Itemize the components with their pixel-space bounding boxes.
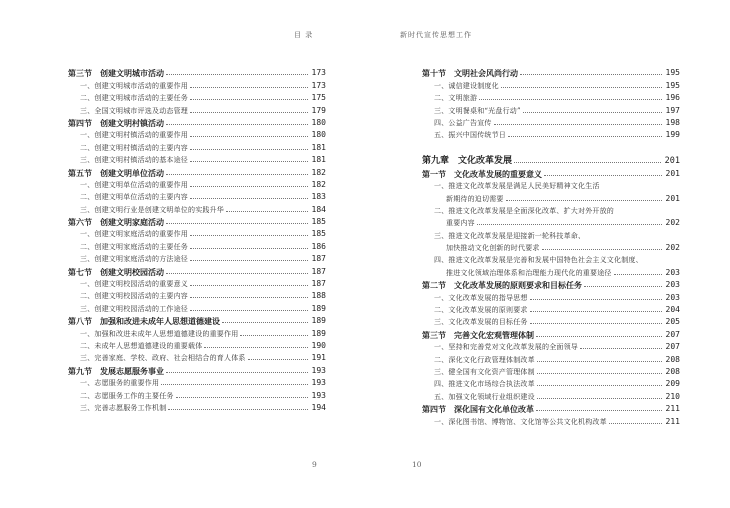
- toc-entry-page: 175: [311, 93, 326, 103]
- toc-entry-item[interactable]: [422, 116, 680, 128]
- toc-entry-section[interactable]: [422, 402, 680, 414]
- toc-entry-page: 185: [311, 229, 326, 239]
- dot-leader: [523, 112, 662, 113]
- toc-entry-page: 184: [311, 204, 326, 214]
- toc-entry-chapter[interactable]: [422, 150, 680, 166]
- toc-entry-page: 196: [665, 93, 680, 103]
- dot-leader: [530, 323, 662, 324]
- dot-leader: [609, 423, 662, 424]
- dot-leader: [204, 347, 307, 348]
- toc-entry-page: 197: [665, 105, 680, 115]
- dot-leader: [508, 136, 662, 137]
- toc-entry-label: 二、深化文化行政管理体制改革: [434, 355, 535, 364]
- toc-entry-page: 179: [311, 105, 326, 115]
- toc-entry-label: 二、志愿服务工作的主要任务: [80, 391, 174, 400]
- toc-entry-label: 三、全国文明城市评选及动态管理: [80, 106, 188, 115]
- toc-entry-section[interactable]: [422, 166, 680, 178]
- toc-entry-page: 195: [665, 68, 680, 78]
- toc-entry-page: 202: [665, 243, 680, 253]
- dot-leader: [190, 149, 308, 150]
- dot-leader: [240, 335, 307, 336]
- toc-entry-page: 193: [311, 365, 326, 375]
- toc-entry-page: 193: [311, 378, 326, 388]
- toc-entry-item[interactable]: [422, 377, 680, 389]
- toc-entry-page: 182: [311, 167, 326, 177]
- toc-entry-page: 191: [311, 353, 326, 363]
- toc-entry-item[interactable]: [68, 289, 326, 301]
- dot-leader: [537, 373, 662, 374]
- toc-entry-page: 203: [665, 280, 680, 290]
- dot-leader: [166, 372, 308, 373]
- toc-entry-page: 208: [665, 354, 680, 364]
- toc-entry-page: 201: [664, 156, 680, 167]
- toc-entry-page: 189: [311, 303, 326, 313]
- toc-entry-page: 202: [665, 218, 680, 228]
- toc-entry-label: 第三节 创建文明城市活动: [68, 68, 164, 79]
- toc-entry-section[interactable]: [68, 116, 326, 128]
- dot-leader: [477, 224, 662, 225]
- toc-list: [68, 66, 326, 413]
- toc-entry-label: 第二节 文化改革发展的原则要求和目标任务: [422, 280, 582, 291]
- toc-entry-page: 211: [665, 416, 680, 426]
- dot-leader: [190, 161, 308, 162]
- toc-entry-label: 三、创建文明村镇活动的基本途径: [80, 156, 188, 165]
- toc-entry-item[interactable]: [422, 290, 680, 302]
- dot-leader: [190, 297, 308, 298]
- toc-entry-section[interactable]: [68, 264, 326, 276]
- dot-leader: [166, 124, 308, 125]
- toc-entry-section[interactable]: [422, 278, 680, 290]
- toc-entry-page: 187: [311, 254, 326, 264]
- toc-entry-label: 三、创建文明行业是创建文明单位的实践升华: [80, 205, 224, 214]
- toc-entry-section[interactable]: [68, 165, 326, 177]
- toc-entry-item[interactable]: [422, 303, 680, 315]
- dot-leader: [580, 348, 662, 349]
- dot-leader: [226, 211, 308, 212]
- toc-entry-label: 第七节 创建文明校园活动: [68, 266, 164, 277]
- toc-entry-item[interactable]: [68, 78, 326, 90]
- dot-leader: [222, 322, 308, 323]
- toc-entry-label: 第三节 完善文化宏观管理体制: [422, 329, 534, 340]
- toc-entry-label: 一、创建文明单位活动的重要作用: [80, 180, 188, 189]
- toc-entry-page: 183: [311, 192, 326, 202]
- toc-entry-label: 一、诚信建设制度化: [434, 81, 499, 90]
- toc-entry-page: 173: [311, 80, 326, 90]
- toc-entry-page: 203: [665, 267, 680, 277]
- dot-leader: [161, 384, 307, 385]
- toc-entry-label: 一、文化改革发展的指导思想: [434, 293, 528, 302]
- dot-leader: [501, 87, 662, 88]
- toc-entry-label: 第四节 创建文明村镇活动: [68, 117, 164, 128]
- toc-entry-item[interactable]: [68, 178, 326, 190]
- toc-entry-item[interactable]: [68, 239, 326, 251]
- toc-entry-section[interactable]: [68, 363, 326, 375]
- dot-leader: [514, 162, 661, 163]
- toc-entry-item[interactable]: [422, 78, 680, 90]
- dot-leader: [190, 198, 308, 199]
- dot-leader: [190, 186, 308, 187]
- toc-entry-label: 五、振兴中国传统节日: [434, 131, 506, 140]
- toc-entry-label: 二、未成年人思想道德建设的重要载体: [80, 341, 203, 350]
- page-number: 10: [412, 460, 422, 469]
- dot-leader: [190, 248, 308, 249]
- toc-entry-label: 第五节 创建文明单位活动: [68, 167, 164, 178]
- toc-entry-page: 204: [665, 305, 680, 315]
- toc-entry-item[interactable]: [422, 128, 680, 140]
- toc-entry-page: 210: [665, 391, 680, 401]
- toc-entry-item[interactable]: [68, 339, 326, 351]
- toc-entry-item[interactable]: [422, 389, 680, 401]
- toc-entry-page: 203: [665, 292, 680, 302]
- toc-entry-label: 一、加强和改进未成年人思想道德建设的重要作用: [80, 329, 239, 338]
- toc-entry-page: 207: [665, 342, 680, 352]
- toc-entry-label: 一、创建文明村镇活动的重要作用: [80, 131, 188, 140]
- dot-leader: [584, 286, 662, 287]
- toc-entry-page: 201: [665, 193, 680, 203]
- toc-entry-page: 181: [311, 155, 326, 165]
- toc-entry-item[interactable]: [68, 91, 326, 103]
- toc-entry-item[interactable]: [422, 103, 680, 115]
- toc-entry-label: 第九节 发展志愿服务事业: [68, 365, 164, 376]
- toc-entry-page: 185: [311, 217, 326, 227]
- toc-entry-section[interactable]: [68, 314, 326, 326]
- toc-entry-label: 一、创建文明家庭活动的重要作用: [80, 230, 188, 239]
- toc-entry-item[interactable]: [68, 351, 326, 363]
- dot-leader: [166, 273, 308, 274]
- toc-entry-item[interactable]: [68, 227, 326, 239]
- toc-entry-item[interactable]: [422, 365, 680, 377]
- dot-leader: [248, 359, 308, 360]
- toc-entry-label: 三、文明餐桌和“光盘行动”: [434, 106, 521, 115]
- dot-leader: [190, 136, 308, 137]
- toc-entry-item[interactable]: [68, 401, 326, 413]
- dot-leader: [537, 361, 662, 362]
- toc-entry-section[interactable]: [422, 66, 680, 78]
- toc-entry-page: 198: [665, 117, 680, 127]
- dot-leader: [530, 299, 662, 300]
- dot-leader: [176, 397, 308, 398]
- toc-entry-label: 二、创建文明单位活动的主要内容: [80, 193, 188, 202]
- dot-leader: [190, 260, 308, 261]
- toc-entry-item-nopage[interactable]: [422, 204, 680, 216]
- dot-leader: [166, 74, 308, 75]
- toc-entry-page: 173: [311, 68, 326, 78]
- toc-entry-item[interactable]: [422, 414, 680, 426]
- dot-leader: [166, 174, 308, 175]
- toc-entry-item[interactable]: [422, 315, 680, 327]
- toc-entry-label: 二、创建文明校园活动的主要内容: [80, 292, 188, 301]
- toc-entry-cont[interactable]: [422, 265, 680, 277]
- toc-entry-cont[interactable]: [422, 191, 680, 203]
- toc-entry-label: 三、推进文化改革发展是迎接新一轮科技革命、: [434, 231, 586, 240]
- toc-entry-label: 推进文化领域治理体系和治理能力现代化的重要途径: [446, 268, 612, 277]
- dot-leader: [190, 310, 308, 311]
- toc-entry-label: 二、创建文明城市活动的主要任务: [80, 94, 188, 103]
- dot-leader: [506, 200, 662, 201]
- running-head: 目 录: [294, 31, 314, 39]
- toc-entry-item[interactable]: [68, 140, 326, 152]
- toc-entry-page: 211: [665, 404, 680, 414]
- toc-entry-item-nopage[interactable]: [422, 179, 680, 191]
- dot-leader: [168, 409, 307, 410]
- toc-entry-item[interactable]: [422, 352, 680, 364]
- toc-entry-page: 194: [311, 402, 326, 412]
- toc-entry-page: 189: [311, 328, 326, 338]
- toc-entry-page: 205: [665, 317, 680, 327]
- dot-leader: [494, 124, 662, 125]
- dot-leader: [544, 175, 662, 176]
- toc-entry-label: 一、创建文明校园活动的重要意义: [80, 280, 188, 289]
- toc-entry-page: 188: [311, 291, 326, 301]
- toc-entry-page: 187: [311, 279, 326, 289]
- toc-entry-item[interactable]: [68, 277, 326, 289]
- dot-leader: [542, 249, 662, 250]
- toc-entry-item-nopage[interactable]: [422, 228, 680, 240]
- toc-entry-page: 180: [311, 130, 326, 140]
- dot-leader: [166, 223, 308, 224]
- dot-leader: [537, 385, 662, 386]
- toc-entry-label: 三、文化改革发展的目标任务: [434, 318, 528, 327]
- toc-entry-cont[interactable]: [422, 216, 680, 228]
- toc-entry-label: 二、文化改革发展的原则要求: [434, 306, 528, 315]
- toc-entry-label: 一、推进文化改革发展是满足人民美好精神文化生活: [434, 182, 600, 191]
- running-head: 新时代宣传思想工作: [400, 31, 472, 39]
- toc-entry-label: 一、创建文明城市活动的重要作用: [80, 81, 188, 90]
- toc-entry-label: 五、加强文化领域行业组织建设: [434, 392, 535, 401]
- toc-entry-label: 第四节 深化国有文化单位改革: [422, 404, 534, 415]
- toc-entry-label: 一、志愿服务的重要作用: [80, 379, 160, 388]
- dot-leader: [614, 274, 662, 275]
- toc-entry-label: 第八节 加强和改进未成年人思想道德建设: [68, 316, 220, 327]
- dot-leader: [190, 112, 308, 113]
- toc-entry-item-nopage[interactable]: [422, 253, 680, 265]
- toc-entry-label: 加快推动文化创新的时代要求: [446, 244, 540, 253]
- toc-entry-label: 二、推进文化改革发展是全面深化改革、扩大对外开放的: [434, 206, 614, 215]
- toc-entry-item[interactable]: [68, 301, 326, 313]
- toc-entry-label: 三、完善志愿服务工作机制: [80, 403, 167, 412]
- toc-entry-label: 第六节 创建文明家庭活动: [68, 217, 164, 228]
- toc-entry-item[interactable]: [422, 91, 680, 103]
- dot-leader: [536, 336, 662, 337]
- page-number: 9: [312, 460, 317, 469]
- toc-list: [422, 66, 680, 427]
- dot-leader: [190, 285, 308, 286]
- toc-entry-item[interactable]: [68, 252, 326, 264]
- toc-entry-label: 二、创建文明村镇活动的主要内容: [80, 143, 188, 152]
- toc-entry-page: 201: [665, 168, 680, 178]
- dot-leader: [190, 235, 308, 236]
- toc-entry-label: 二、创建文明家庭活动的主要任务: [80, 242, 188, 251]
- toc-entry-label: 三、创建文明校园活动的工作途径: [80, 304, 188, 313]
- toc-entry-page: 186: [311, 241, 326, 251]
- toc-entry-label: 新期待的迫切需要: [446, 194, 504, 203]
- toc-entry-item[interactable]: [68, 103, 326, 115]
- toc-entry-label: 一、坚持和完善党对文化改革发展的全面领导: [434, 343, 578, 352]
- spacer: [422, 140, 680, 150]
- toc-entry-cont[interactable]: [422, 241, 680, 253]
- toc-entry-label: 第一节 文化改革发展的重要意义: [422, 168, 542, 179]
- toc-entry-label: 三、完善家庭、学校、政府、社会相结合的育人体系: [80, 354, 246, 363]
- toc-entry-page: 208: [665, 366, 680, 376]
- toc-entry-page: 199: [665, 130, 680, 140]
- toc-entry-label: 四、推进文化改革发展是完善和发展中国特色社会主义文化制度、: [434, 256, 643, 265]
- toc-entry-label: 第十节 文明社会风尚行动: [422, 68, 518, 79]
- toc-entry-label: 三、创建文明家庭活动的方法途径: [80, 255, 188, 264]
- toc-entry-section[interactable]: [422, 327, 680, 339]
- dot-leader: [530, 311, 662, 312]
- toc-entry-page: 207: [665, 329, 680, 339]
- toc-entry-label: 第九章 文化改革发展: [422, 156, 513, 167]
- toc-entry-item[interactable]: [68, 376, 326, 388]
- toc-entry-page: 195: [665, 80, 680, 90]
- toc-entry-page: 193: [311, 390, 326, 400]
- toc-entry-item[interactable]: [68, 326, 326, 338]
- toc-entry-label: 一、深化图书馆、博物馆、文化馆等公共文化机构改革: [434, 417, 607, 426]
- right-page: [365, 0, 730, 508]
- toc-entry-item[interactable]: [68, 153, 326, 165]
- toc-entry-item[interactable]: [68, 190, 326, 202]
- toc-entry-item[interactable]: [68, 202, 326, 214]
- toc-entry-page: 187: [311, 266, 326, 276]
- toc-entry-label: 四、公益广告宣传: [434, 118, 492, 127]
- toc-entry-page: 180: [311, 117, 326, 127]
- dot-leader: [536, 410, 662, 411]
- toc-entry-page: 181: [311, 142, 326, 152]
- toc-entry-label: 三、健全国有文化资产管理体制: [434, 367, 535, 376]
- toc-entry-label: 四、推进文化市场综合执法改革: [434, 380, 535, 389]
- toc-entry-item[interactable]: [422, 340, 680, 352]
- toc-entry-page: 209: [665, 379, 680, 389]
- dot-leader: [190, 87, 308, 88]
- toc-entry-page: 189: [311, 316, 326, 326]
- toc-entry-item[interactable]: [68, 128, 326, 140]
- toc-entry-page: 190: [311, 340, 326, 350]
- toc-entry-section[interactable]: [68, 215, 326, 227]
- toc-entry-item[interactable]: [68, 388, 326, 400]
- dot-leader: [190, 99, 308, 100]
- dot-leader: [479, 99, 661, 100]
- dot-leader: [520, 74, 662, 75]
- toc-entry-label: 二、文明旅游: [434, 94, 478, 103]
- toc-entry-label: 重要内容: [446, 219, 475, 228]
- dot-leader: [537, 398, 662, 399]
- toc-entry-page: 182: [311, 179, 326, 189]
- toc-entry-section[interactable]: [68, 66, 326, 78]
